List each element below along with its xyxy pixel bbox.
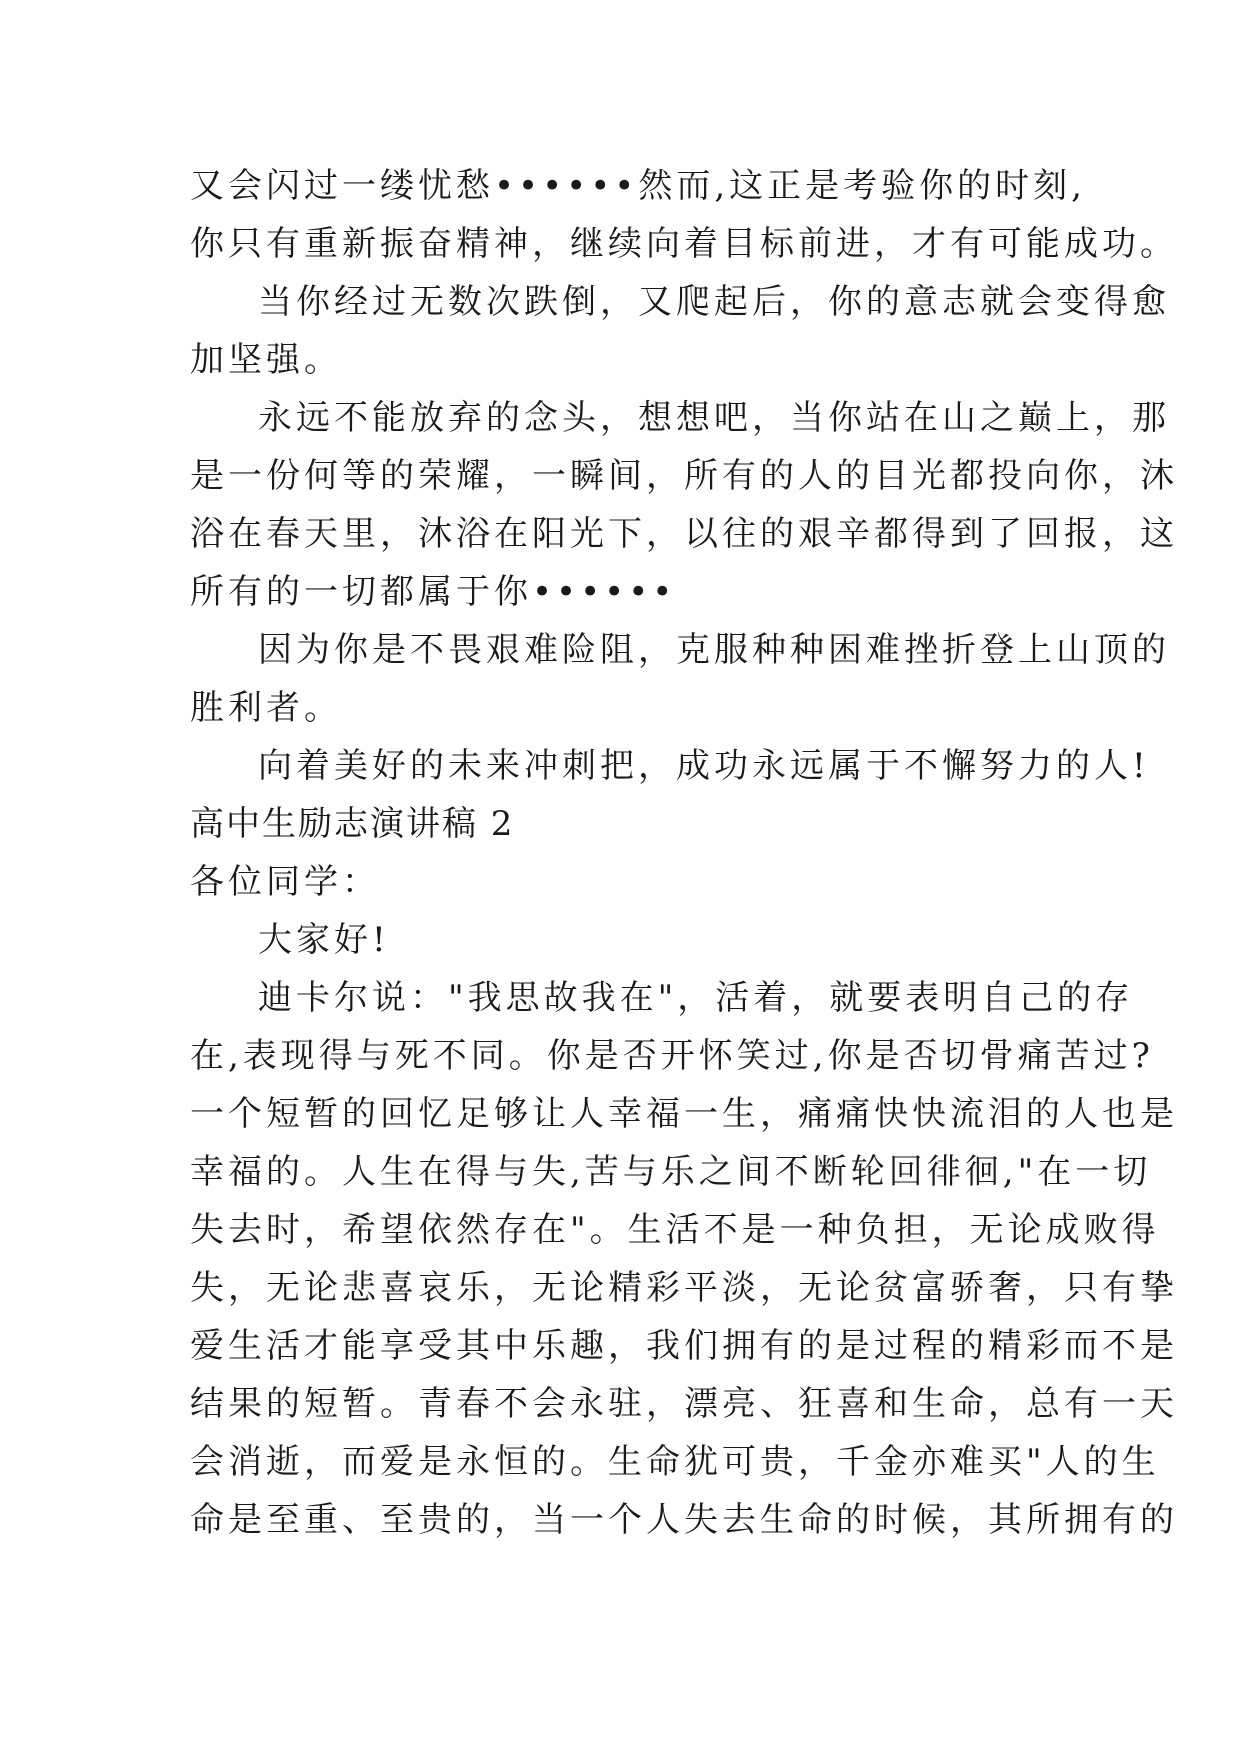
text-line: 加坚强。 (190, 340, 342, 380)
salutation: 各位同学： (190, 862, 380, 902)
text-line: 你只有重新振奋精神，继续向着目标前进，才有可能成功。 (190, 224, 1178, 264)
paragraph-start-line: 迪卡尔说："我思故我在"，活着，就要表明自己的存 (258, 978, 1134, 1018)
text-line: 结果的短暂。青春不会永驻，漂亮、狂喜和生命，总有一天 (190, 1384, 1178, 1424)
text-line: 失去时，希望依然存在"。生活不是一种负担，无论成败得 (190, 1210, 1160, 1250)
text-line: 失，无论悲喜哀乐，无论精彩平淡，无论贫富骄奢，只有挚 (190, 1268, 1178, 1308)
section-title: 高中生励志演讲稿 2 (190, 804, 515, 844)
text-line: 是一份何等的荣耀，一瞬间，所有的人的目光都投向你，沐 (190, 456, 1178, 496)
text-line: 浴在春天里，沐浴在阳光下，以往的艰辛都得到了回报，这 (190, 514, 1178, 554)
paragraph-start-line: 因为你是不畏艰难险阻，克服种种困难挫折登上山顶的 (258, 630, 1170, 670)
text-line: 会消逝，而爱是永恒的。生命犹可贵，千金亦难买"人的生 (190, 1442, 1160, 1482)
paragraph-start-line: 当你经过无数次跌倒，又爬起后，你的意志就会变得愈 (258, 282, 1170, 322)
document-body (190, 157, 1178, 1549)
text-line: 胜利者。 (190, 688, 342, 728)
paragraph-start-line: 永远不能放弃的念头，想想吧，当你站在山之巅上，那 (258, 398, 1170, 438)
paragraph-start-line: 向着美好的未来冲刺把，成功永远属于不懈努力的人! (258, 746, 1150, 786)
text-line: 幸福的。人生在得与失,苦与乐之间不断轮回徘徊,"在一切 (190, 1152, 1152, 1192)
text-line: 一个短暂的回忆足够让人幸福一生，痛痛快快流泪的人也是 (190, 1094, 1178, 1134)
text-line: 所有的一切都属于你•••••• (190, 572, 677, 612)
greeting: 大家好! (258, 920, 390, 960)
text-line: 命是至重、至贵的，当一个人失去生命的时候，其所拥有的 (190, 1500, 1178, 1540)
text-line: 在,表现得与死不同。你是否开怀笑过,你是否切骨痛苦过? (190, 1036, 1154, 1076)
text-line: 爱生活才能享受其中乐趣，我们拥有的是过程的精彩而不是 (190, 1326, 1178, 1366)
text-line: 又会闪过一缕忧愁••••••然而,这正是考验你的时刻, (190, 166, 1086, 206)
